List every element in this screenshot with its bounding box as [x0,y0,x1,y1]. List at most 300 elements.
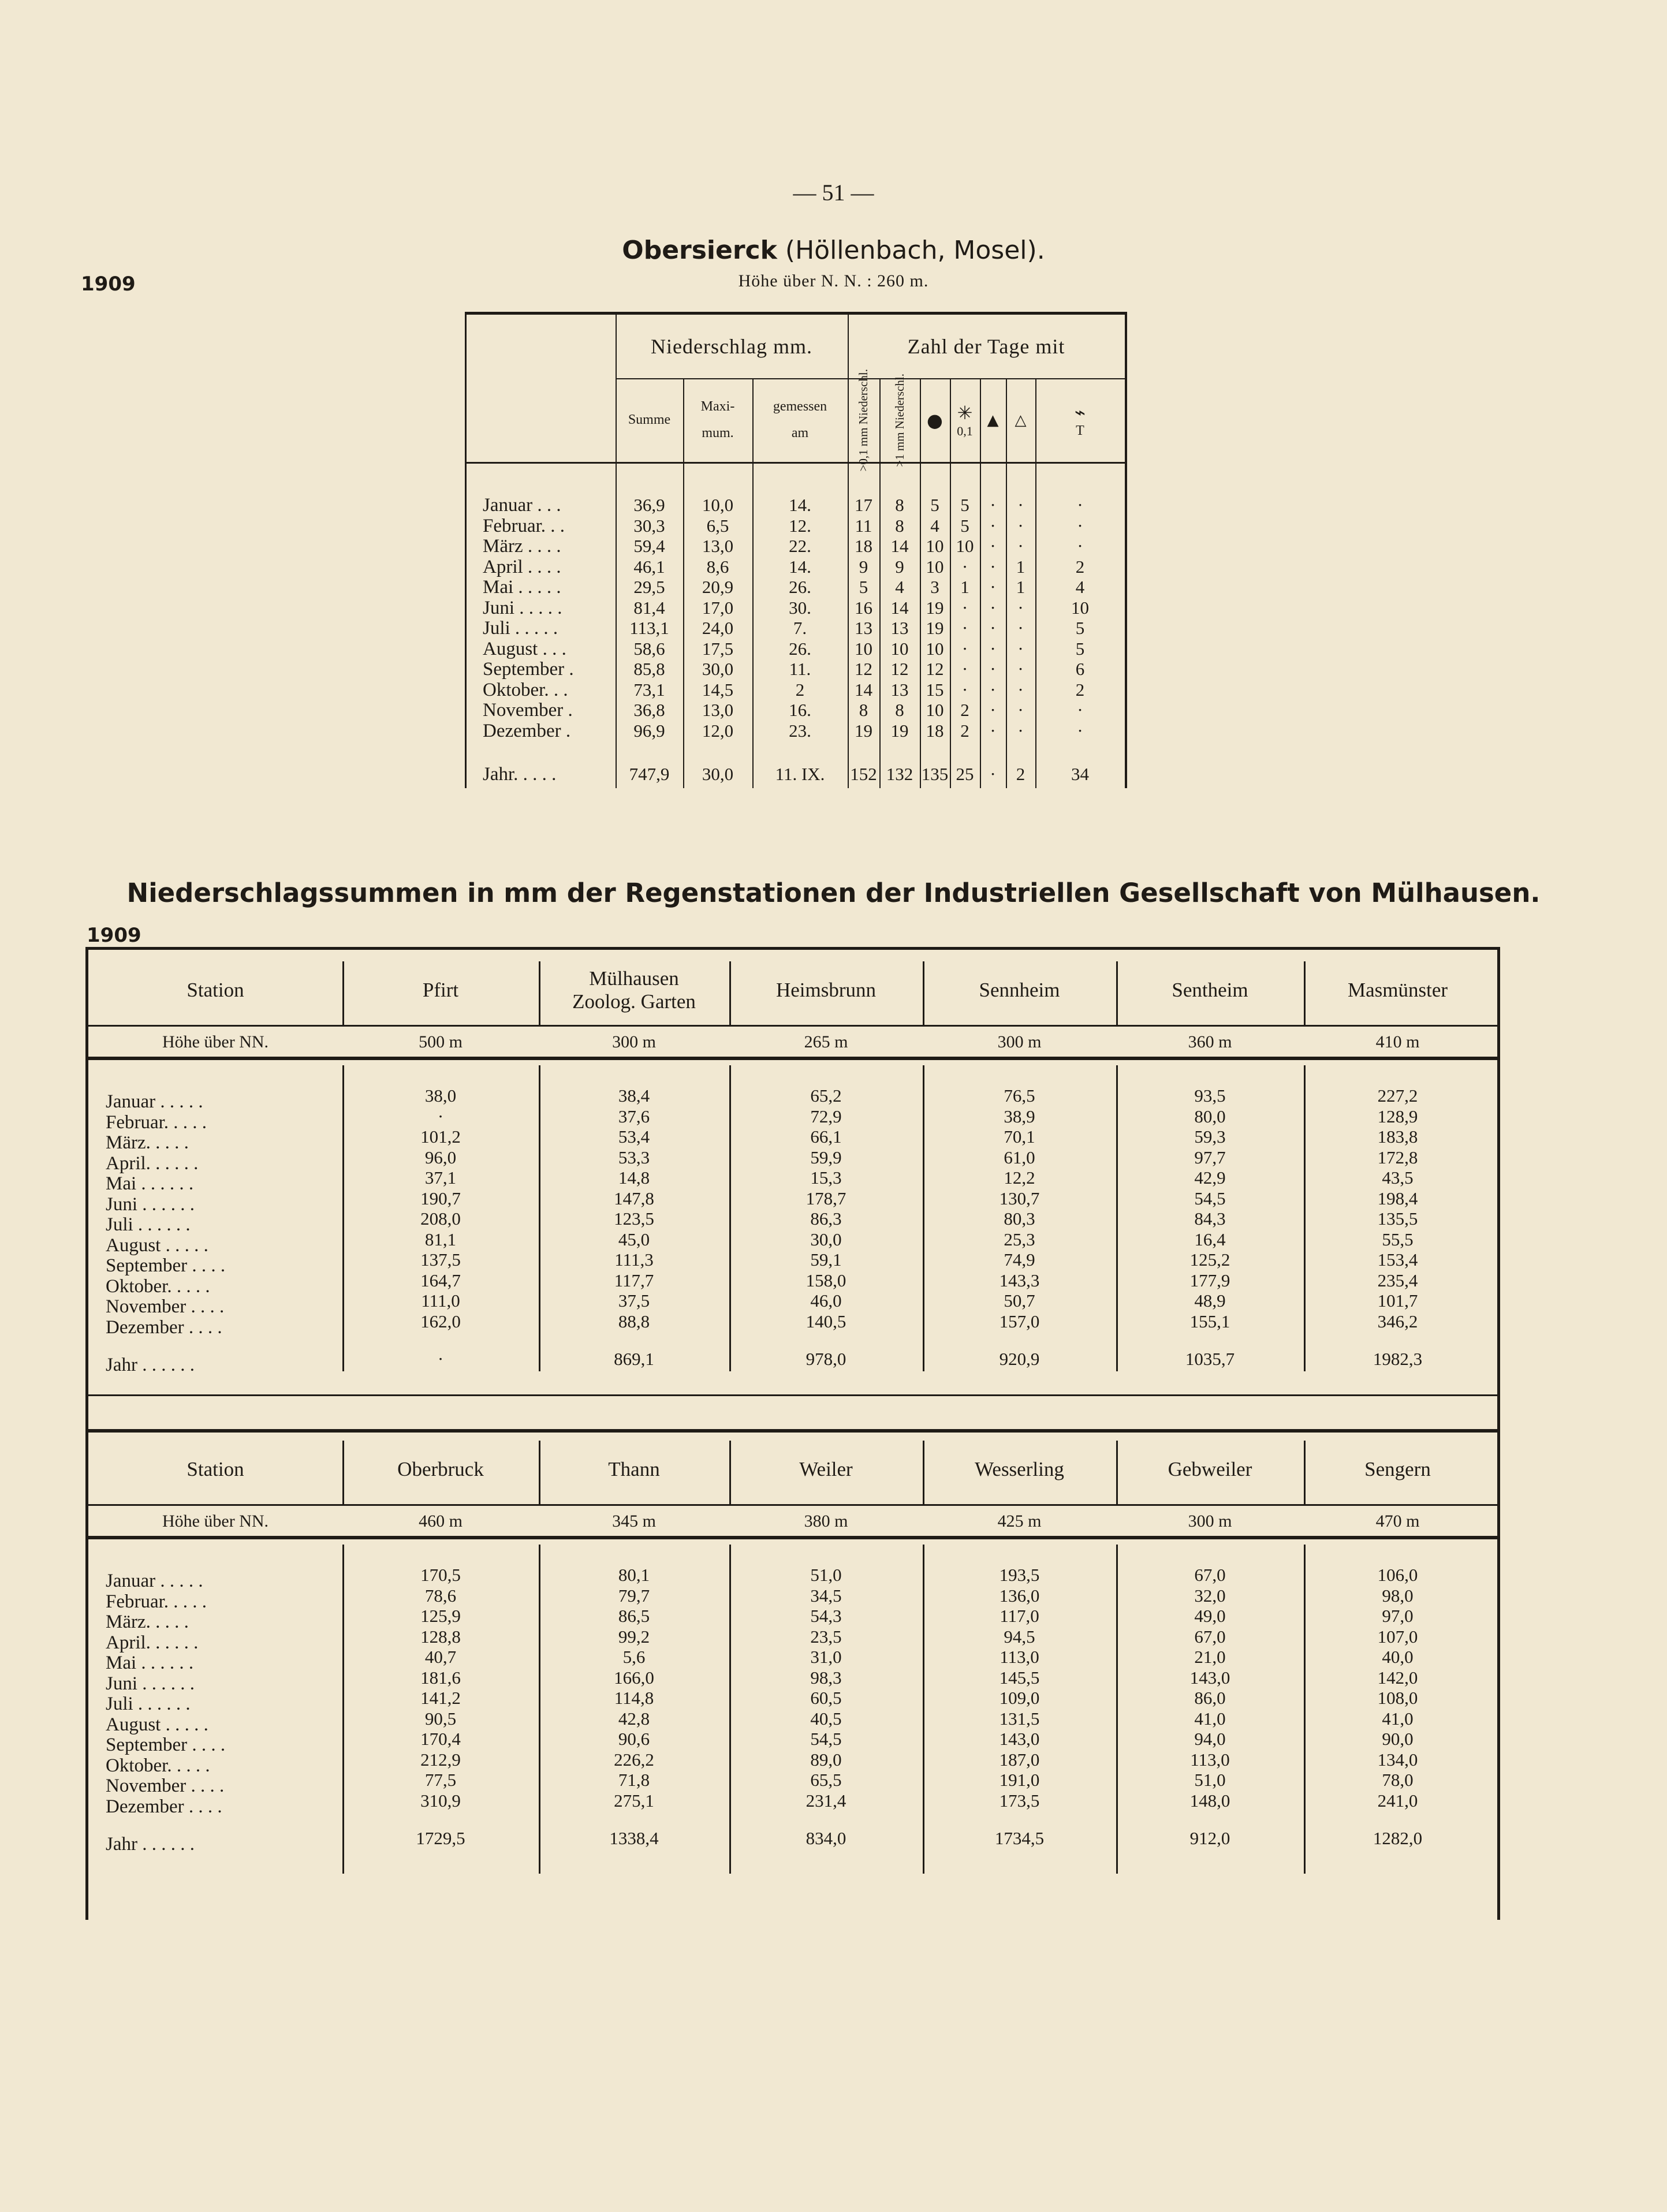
month-value: 25,3 [1004,1229,1035,1249]
cell-max: 24,0 [702,618,734,638]
cell-max: 30,0 [702,659,734,679]
n01-header: >0,1 mm Niederschl. [856,368,870,472]
cell-graupel: · [1017,679,1024,700]
cell-n01: 14 [855,679,872,700]
cell-am: 23. [789,720,811,741]
month-value: 346,2 [1377,1311,1418,1331]
cell-n01: 9 [859,556,868,577]
cell-thunder: 5 [1075,618,1085,638]
snow-icon: ✳ [957,401,973,424]
cell-max: 14,5 [702,679,734,700]
month-value: 38,9 [1004,1106,1035,1126]
year-total: 978,0 [805,1349,846,1369]
month-value: 143,3 [999,1270,1040,1290]
cell-summe: 58,6 [633,638,665,659]
month-value: 128,8 [420,1626,461,1647]
cell-max: 10,0 [702,495,734,515]
month-label: Juli . . . . . . [106,1693,191,1714]
cell-am: 12. [789,515,811,536]
year-total: 1338,4 [609,1828,659,1848]
month-label: Juni . . . . . . [106,1673,195,1694]
month-value: 187,0 [999,1749,1040,1770]
cell-snow: · [961,556,968,577]
month-value: 212,9 [420,1749,461,1770]
cell-thunder: · [1077,720,1083,741]
month-value: 135,5 [1377,1208,1418,1229]
cell-am: 30. [789,597,811,618]
cell-thunder: 34 [1071,764,1089,784]
station-name: Heimsbrunn [775,978,877,1001]
month-value: 80,0 [1194,1106,1226,1126]
cell-thunder: 6 [1075,659,1085,679]
cell-n1: 9 [895,556,904,577]
year-label: Jahr . . . . . . [106,1834,195,1855]
cell-n01: 19 [855,720,872,741]
month-value: 60,5 [810,1688,842,1708]
tage-group-header: Zahl der Tage mit [907,335,1065,358]
month-value: 173,5 [999,1790,1040,1811]
month-value: 111,0 [421,1290,460,1311]
cell-max: 6,5 [706,515,729,536]
month-value: 42,9 [1194,1167,1226,1188]
month-value: 241,0 [1377,1790,1418,1811]
station-name: Sengern [1364,1457,1431,1480]
page-number: — 51 — [793,180,874,206]
month-value: 30,0 [810,1229,842,1249]
cell-n1: 8 [895,495,904,515]
month-value: 162,0 [420,1311,461,1331]
month-label: August . . . . . [106,1234,208,1256]
station-height: 380 m [804,1512,848,1531]
header-bottom-rule [88,1536,1497,1539]
cell-snow: · [961,597,968,618]
month-value: 51,0 [810,1565,842,1585]
month-value: 145,5 [999,1667,1040,1688]
month-value: 235,4 [1377,1270,1418,1290]
cell-summe: 59,4 [633,536,665,556]
cell-summe: 36,8 [633,700,665,720]
cell-max: 13,0 [702,700,734,720]
month-label: März. . . . . [106,1612,189,1632]
month-value: 54,3 [810,1606,842,1626]
row-label: März . . . . [483,536,561,557]
month-value: 90,5 [424,1708,457,1729]
cell-snow: · [961,679,968,700]
cell-summe: 36,9 [633,495,665,515]
month-value: 16,4 [1194,1229,1226,1249]
cell-n1: 13 [890,679,909,700]
station-height: 460 m [419,1512,463,1531]
cell-snow: 2 [960,720,969,741]
cell-rain: 10 [926,536,944,556]
cell-thunder: 4 [1075,577,1085,597]
cell-rain: 5 [930,495,939,515]
month-value: 65,2 [810,1086,842,1106]
cell-n1: 8 [895,700,904,720]
cell-am: 14. [789,495,811,515]
cell-n1: 4 [895,577,904,597]
month-value: 61,0 [1004,1147,1035,1167]
year-total: 834,0 [805,1828,846,1848]
cell-n01: 8 [859,700,868,720]
month-value: 23,5 [810,1626,842,1647]
month-label: September . . . . [106,1734,226,1755]
graupel-icon: △ [1015,411,1027,429]
cell-max: 17,5 [702,638,734,659]
year-total: 1282,0 [1373,1828,1423,1848]
month-value: 40,5 [810,1708,842,1729]
month-value: 40,7 [424,1647,457,1667]
cell-n01: 18 [855,536,872,556]
month-value: 125,2 [1189,1249,1230,1270]
month-value: 136,0 [999,1585,1040,1606]
month-value: 101,7 [1377,1290,1418,1311]
month-value: 107,0 [1377,1626,1418,1647]
month-value: 54,5 [810,1729,842,1749]
cell-summe: 747,9 [629,764,670,784]
cell-hail: · [990,536,996,556]
cell-rain: 10 [926,700,944,720]
cell-n01: 12 [855,659,872,679]
month-value: 190,7 [420,1188,461,1208]
header-divider [88,1025,1497,1027]
month-value: 97,7 [1194,1147,1226,1167]
month-value: 155,1 [1189,1311,1230,1331]
month-value: 140,5 [805,1311,846,1331]
month-label: August . . . . . [106,1714,208,1735]
maximum-header: Maxi- mum. [700,398,735,441]
month-value: 67,0 [1194,1565,1226,1585]
month-label: Januar . . . . . [106,1571,203,1591]
month-value: 170,4 [420,1729,461,1749]
month-label: Januar . . . . . [106,1091,203,1112]
cell-snow: 2 [960,700,969,720]
cell-max: 20,9 [702,577,734,597]
cell-n01: 13 [855,618,872,638]
month-value: 14,8 [618,1167,650,1188]
cell-graupel: · [1017,638,1024,659]
month-value: 90,0 [1382,1729,1414,1749]
month-value: 142,0 [1377,1667,1418,1688]
station-header: Station [187,978,244,1001]
month-value: 86,3 [810,1208,842,1229]
year-label: 1909 [81,273,136,296]
snow-threshold: 0,1 [957,423,973,438]
station-name: Weiler [799,1457,853,1480]
month-value: 55,5 [1382,1229,1414,1249]
year-total: 912,0 [1189,1828,1230,1848]
cell-n1: 19 [890,720,909,741]
month-value: 41,0 [1382,1708,1414,1729]
n1-header: >1 mm Niederschl. [892,373,907,467]
cell-am: 7. [793,618,807,638]
cell-rain: 135 [921,764,949,784]
month-value: 54,5 [1194,1188,1226,1208]
month-value: 41,0 [1194,1708,1226,1729]
year-label: Jahr . . . . . . [106,1355,195,1375]
row-label: Jahr. . . . . [483,764,557,785]
month-label: November . . . . [106,1775,225,1796]
row-label: Juli . . . . . [483,618,558,639]
snow-header [950,378,980,462]
cell-max: 17,0 [702,597,734,618]
month-value: 12,2 [1004,1167,1035,1188]
cell-am: 26. [789,577,811,597]
cell-thunder: · [1077,700,1083,720]
month-value: 40,0 [1382,1647,1414,1667]
month-value: 109,0 [999,1688,1040,1708]
thunder-label: T [1076,423,1084,438]
station-height: 265 m [804,1032,848,1051]
month-value: 38,4 [618,1086,650,1106]
cell-hail: · [990,700,996,720]
month-value: 148,0 [1189,1790,1230,1811]
month-value: 43,5 [1382,1167,1414,1188]
cell-n1: 132 [886,764,913,784]
month-value: 32,0 [1194,1585,1226,1606]
month-value: 141,2 [420,1688,461,1708]
cell-n1: 14 [890,597,909,618]
month-value: 80,3 [1004,1208,1035,1229]
row-label: November . [483,700,573,721]
cell-graupel: 2 [1016,764,1025,784]
month-label: Juli . . . . . . [106,1214,191,1235]
month-label: April. . . . . . [106,1632,199,1653]
cell-thunder: · [1077,536,1083,556]
cell-am: 26. [789,638,811,659]
hail-icon: ▲ [987,411,999,429]
height-header: Höhe über NN. [162,1512,269,1531]
cell-thunder: · [1077,495,1083,515]
cell-rain: 19 [926,618,944,638]
cell-n1: 8 [895,515,904,536]
month-value: 164,7 [420,1270,461,1290]
month-value: 50,7 [1004,1290,1035,1311]
cell-graupel: 1 [1016,577,1025,597]
cell-rain: 10 [926,638,944,659]
month-value: 131,5 [999,1708,1040,1729]
month-value: 66,1 [810,1126,842,1147]
cell-am: 11. [789,659,811,679]
month-value: 111,3 [614,1249,654,1270]
month-value: 208,0 [420,1208,461,1229]
cell-n01: 17 [855,495,872,515]
header-bottom-rule [88,1057,1497,1060]
station-name: Wesserling [975,1457,1064,1480]
month-value: 125,9 [420,1606,461,1626]
month-value: 5,6 [622,1647,646,1667]
month-value: 89,0 [810,1749,842,1770]
month-value: 81,1 [424,1229,457,1249]
row-label: Januar . . . [483,495,561,516]
cell-snow: · [961,618,968,638]
cell-hail: · [990,638,996,659]
month-value: 80,1 [618,1565,650,1585]
month-value: 78,0 [1382,1770,1414,1790]
cell-am: 14. [789,556,811,577]
cell-max: 12,0 [702,720,734,741]
month-value: 193,5 [999,1565,1040,1585]
month-label: Oktober. . . . . [106,1755,210,1776]
month-value: 166,0 [614,1667,654,1688]
month-value: 88,8 [618,1311,650,1331]
cell-graupel: · [1017,536,1024,556]
cell-max: 30,0 [702,764,734,784]
cell-n1: 10 [890,638,909,659]
month-value: 191,0 [999,1770,1040,1790]
cell-summe: 73,1 [633,679,665,700]
month-value: 143,0 [999,1729,1040,1749]
month-value: 198,4 [1377,1188,1418,1208]
month-value: 117,0 [1000,1606,1039,1626]
month-value: 46,0 [810,1290,842,1311]
row-label: Dezember . [483,720,571,741]
year-total: · [437,1349,444,1369]
month-value: 37,6 [618,1106,650,1126]
year-total: 1035,7 [1185,1349,1235,1369]
month-value: 59,3 [1194,1126,1226,1147]
cell-n1: 13 [890,618,909,638]
height-header: Höhe über NN. [162,1032,269,1051]
month-value: 147,8 [614,1188,654,1208]
month-value: 48,9 [1194,1290,1226,1311]
month-value: 65,5 [810,1770,842,1790]
month-value: 113,0 [1000,1647,1039,1667]
station-name: Sennheim [979,978,1060,1001]
table1-title [0,236,1667,265]
month-label: November . . . . [106,1296,225,1317]
month-value: 15,3 [810,1167,842,1188]
row-label: Oktober. . . [483,679,568,700]
station-name: Oberbruck [397,1457,484,1480]
cell-am: 16. [789,700,811,720]
cell-n01: 152 [850,764,877,784]
month-label: Dezember . . . . [106,1796,222,1817]
month-value: 86,5 [618,1606,650,1626]
header-divider [88,1504,1497,1506]
cell-hail: · [990,556,996,577]
cell-n01: 11 [855,515,872,536]
month-value: 128,9 [1377,1106,1418,1126]
month-value: 94,0 [1194,1729,1226,1749]
month-value: 45,0 [618,1229,650,1249]
cell-snow: 1 [960,577,969,597]
month-value: 37,5 [618,1290,650,1311]
month-label: Mai . . . . . . [106,1653,194,1673]
station-height: 360 m [1188,1032,1232,1051]
month-value: 134,0 [1377,1749,1418,1770]
table2-title: Niederschlagssummen in mm der Regenstationen der Industriellen Gesellschaft von Mülhausen. [126,878,1541,908]
month-value: 74,9 [1004,1249,1035,1270]
cell-rain: 10 [926,556,944,577]
month-value: 94,5 [1004,1626,1035,1647]
cell-hail: · [990,495,996,515]
month-value: 77,5 [424,1770,457,1790]
station-height: 300 m [997,1032,1042,1051]
cell-hail: · [990,764,996,784]
table2-year-label: 1909 [87,924,141,947]
month-value: 153,4 [1377,1249,1418,1270]
cell-n01: 5 [859,577,868,597]
month-value: 34,5 [810,1585,842,1606]
year-total: 920,9 [999,1349,1040,1369]
station-name: Masmünster [1347,978,1448,1001]
month-value: 76,5 [1004,1086,1035,1106]
cell-n01: 10 [855,638,872,659]
cell-hail: · [990,618,996,638]
row-label: September . [483,659,574,680]
station-height: 300 m [612,1032,656,1051]
cell-hail: · [990,577,996,597]
month-value: 98,0 [1382,1585,1414,1606]
thunder-icon: ⌁ [1074,401,1086,423]
month-value: 90,6 [618,1729,650,1749]
cell-rain: 19 [926,597,944,618]
cell-summe: 113,1 [629,618,669,638]
cell-n1: 14 [890,536,909,556]
month-value: 97,0 [1382,1606,1414,1626]
cell-summe: 81,4 [633,597,665,618]
month-value: 71,8 [618,1770,650,1790]
month-value: · [437,1106,444,1126]
table1-subtitle: Höhe über N. N. : 260 m. [738,271,929,290]
muelhausen-stations-table [85,947,1500,1920]
cell-rain: 4 [930,515,939,536]
cell-graupel: · [1017,597,1024,618]
month-value: 86,0 [1194,1688,1226,1708]
month-value: 70,1 [1004,1126,1035,1147]
month-value: 177,9 [1189,1270,1230,1290]
cell-snow: · [961,659,968,679]
station-height: 470 m [1375,1512,1420,1531]
row-label: Juni . . . . . [483,597,562,618]
month-label: März. . . . . [106,1132,189,1153]
month-value: 275,1 [614,1790,654,1811]
cell-hail: · [990,720,996,741]
month-value: 157,0 [999,1311,1040,1331]
thunder-header [1035,378,1125,462]
month-value: 38,0 [424,1086,457,1106]
station-height: 345 m [612,1512,656,1531]
cell-rain: 3 [930,577,939,597]
summe-header: Summe [628,412,671,427]
month-value: 108,0 [1377,1688,1418,1708]
month-value: 93,5 [1194,1086,1226,1106]
row-label: Februar. . . [483,515,565,536]
cell-rain: 12 [926,659,944,679]
month-label: September . . . . [106,1255,226,1276]
month-value: 101,2 [420,1126,461,1147]
month-value: 170,5 [420,1565,461,1585]
station-header: Station [187,1457,244,1480]
cell-max: 13,0 [702,536,734,556]
cell-thunder: · [1077,515,1083,536]
station-height: 500 m [419,1032,463,1051]
cell-thunder: 2 [1075,556,1085,577]
cell-snow: 10 [956,536,974,556]
month-value: 137,5 [420,1249,461,1270]
month-label: Februar. . . . . [106,1591,207,1612]
month-value: 183,8 [1377,1126,1418,1147]
cell-thunder: 10 [1071,597,1089,618]
month-value: 21,0 [1194,1647,1226,1667]
cell-graupel: · [1017,495,1024,515]
cell-summe: 46,1 [633,556,665,577]
cell-graupel: 1 [1016,556,1025,577]
month-value: 117,7 [614,1270,654,1290]
block-separator [88,1429,1497,1433]
cell-rain: 18 [926,720,944,741]
